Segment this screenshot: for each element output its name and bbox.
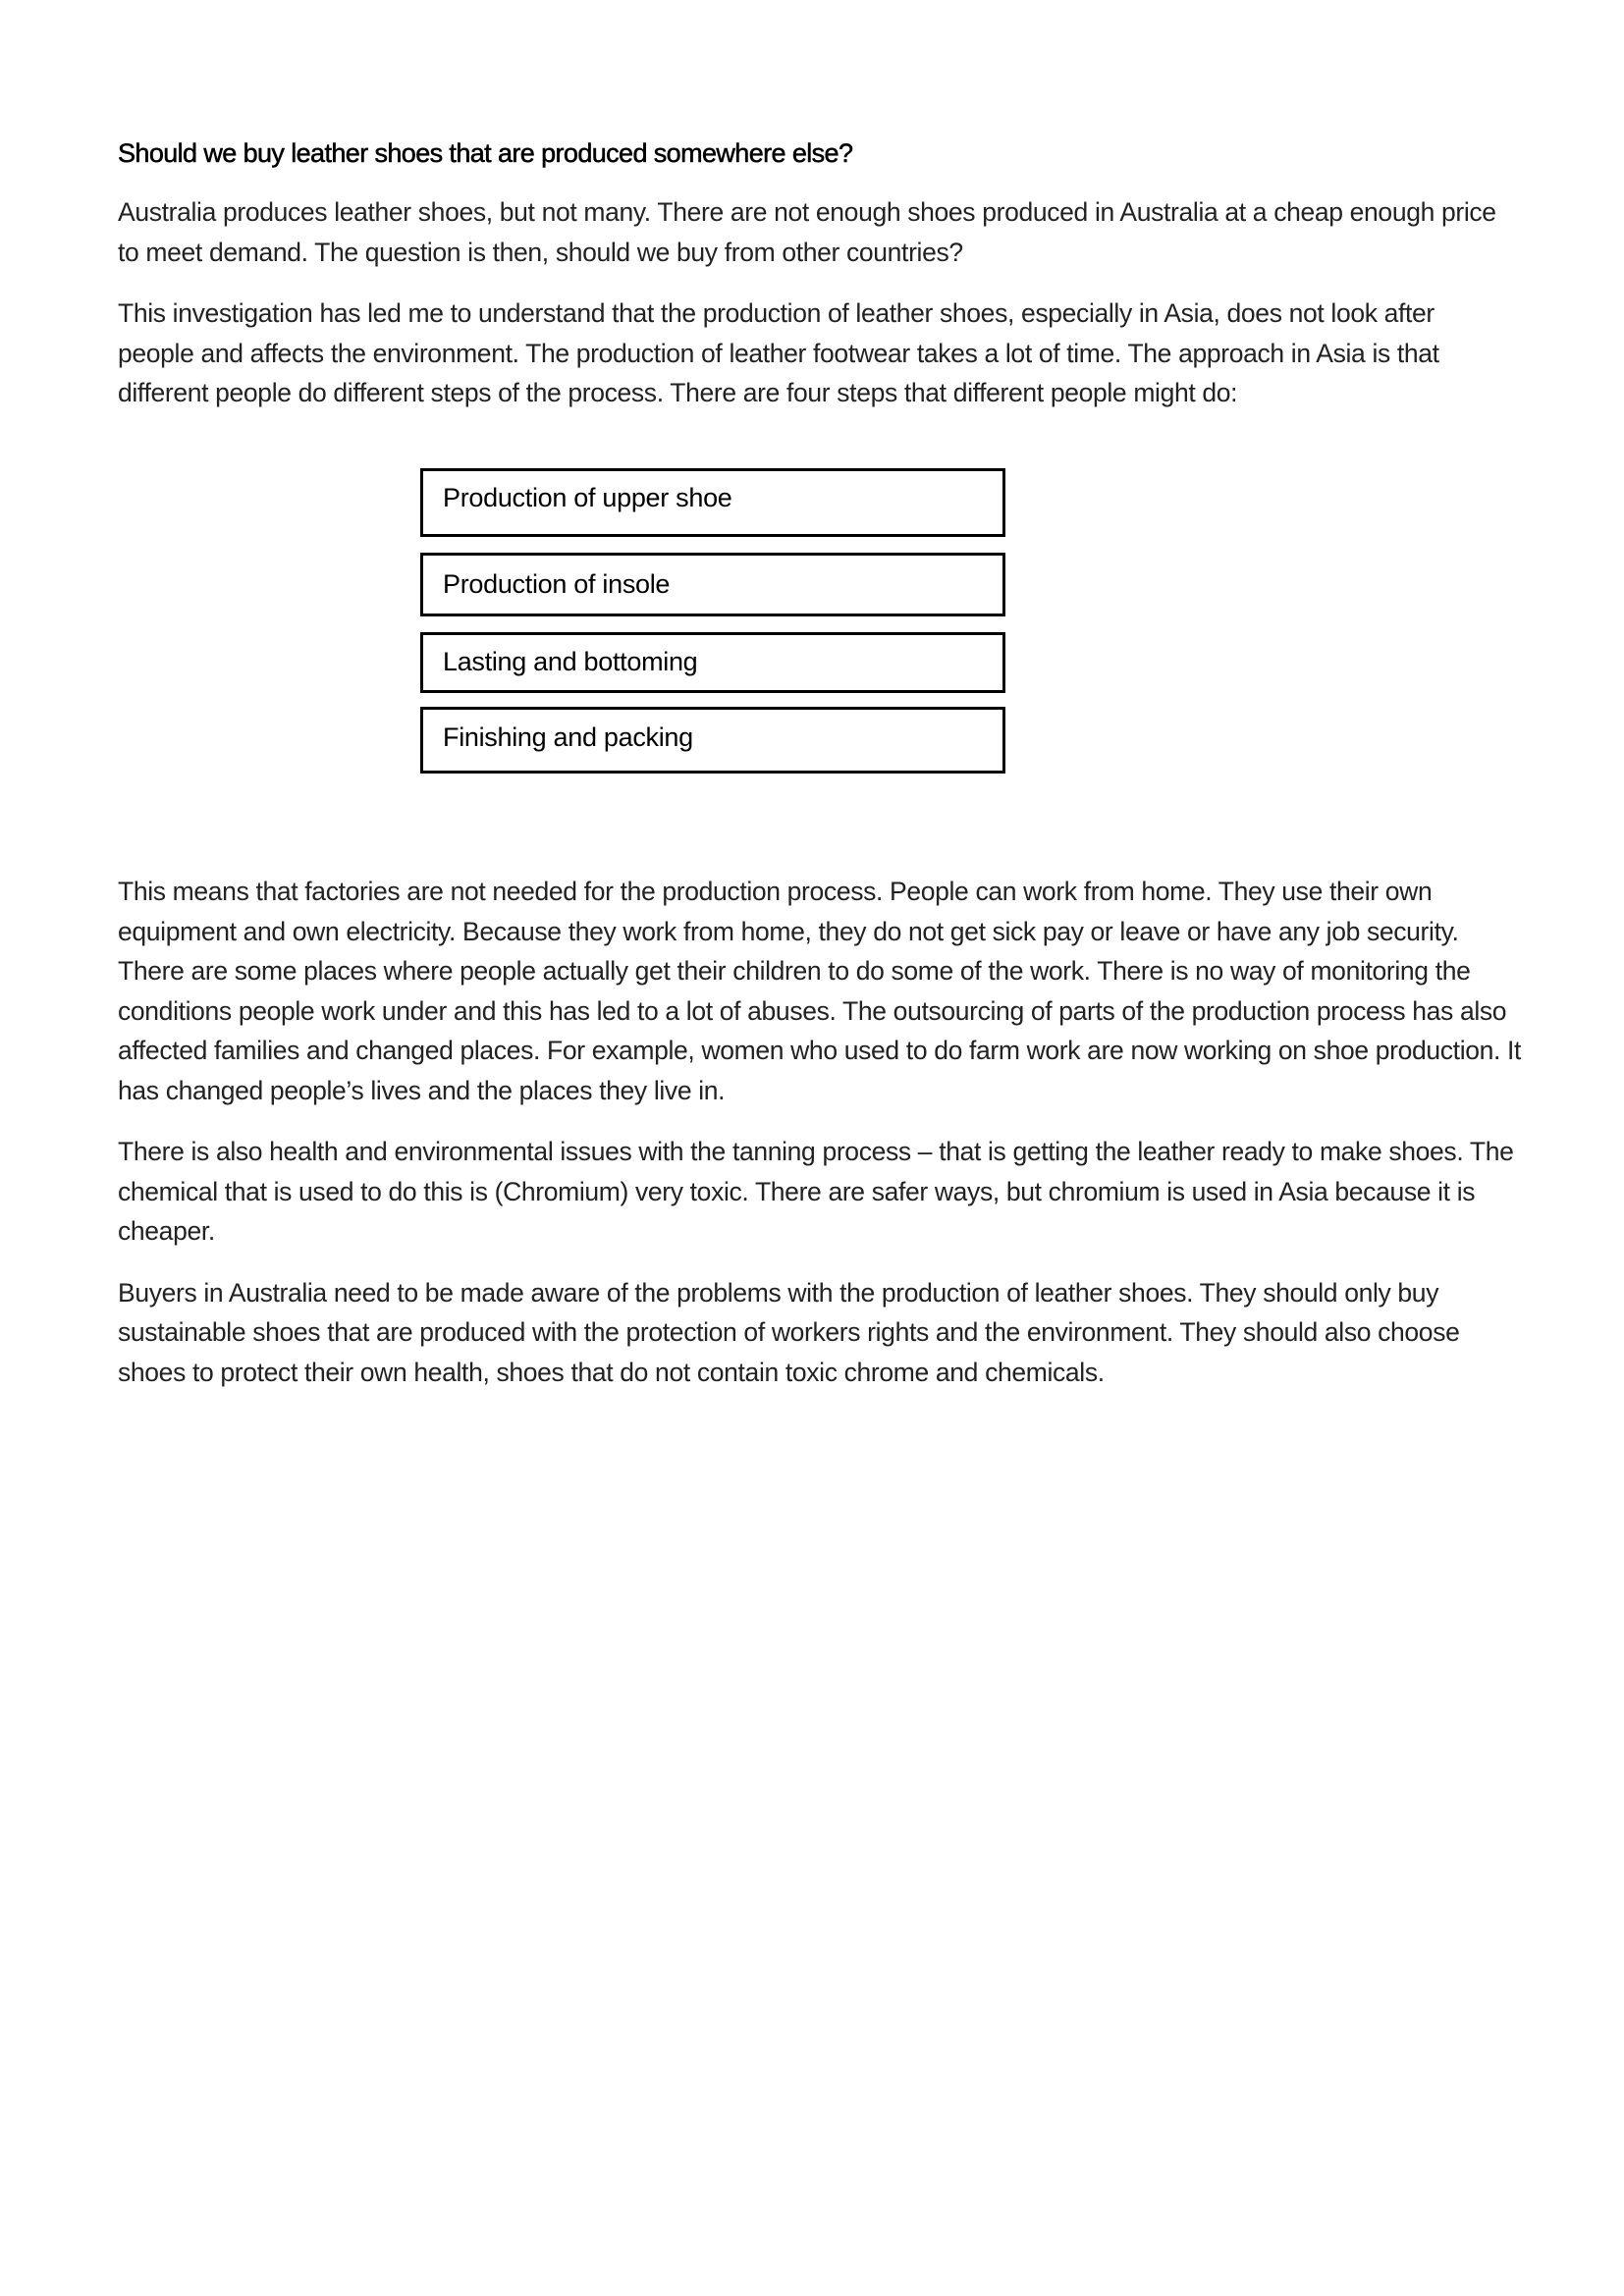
paragraph-intro: Australia produces leather shoes, but not many. There are not enough shoes produced in Australia at a cheap enough price to meet demand. The question is then, should we buy from other countries? — [118, 197, 1496, 267]
paragraph-investigation: This investigation has led me to understand that the production of leather shoes, especially in Asia, does not look after people and affects the environment. The production of leather footwear takes a lot of time. The approach in Asia is that different people do different steps of the process. There are four steps that different people might do: — [118, 298, 1439, 407]
step-box-insole: Production of insole — [420, 553, 1005, 616]
step-box-finishing-packing: Finishing and packing — [420, 707, 1005, 774]
step-box-upper-shoe: Production of upper shoe — [420, 468, 1005, 537]
process-steps-diagram — [420, 468, 1005, 774]
intro-section — [118, 135, 1517, 413]
page-title: Should we buy leather shoes that are produced somewhere else? — [118, 138, 853, 168]
step-box-lasting-bottoming: Lasting and bottoming — [420, 632, 1005, 693]
discussion-section — [118, 872, 1522, 1392]
paragraph-tanning: There is also health and environmental issues with the tanning process – that is getting the leather ready to make shoes. The chemical that is used to do this is (Chromium) very toxic. There are safer ways, but chromium is used in Asia because it is cheaper. — [118, 1137, 1514, 1246]
paragraph-conclusion: Buyers in Australia need to be made aware of the problems with the production of leather shoes. They should only buy sustainable shoes that are produced with the protection of workers rights and the environment. They should also choose shoes to protect their own health, shoes that do not contain toxic chrome and chemicals. — [118, 1277, 1460, 1387]
paragraph-home-work: This means that factories are not needed for the production process. People can work from home. They use their own equipment and own electricity. Because they work from home, they do not get sick pay or leave or have any job security. There are some places where people actually get their children to do some of the work. There is no way of monitoring the conditions people work under and this has led to a lot of abuses. The outsourcing of parts of the production process has also affected families and changed places. For example, women who used to do farm work are now working on shoe production. It has changed people’s lives and the places they live in. — [118, 877, 1522, 1105]
